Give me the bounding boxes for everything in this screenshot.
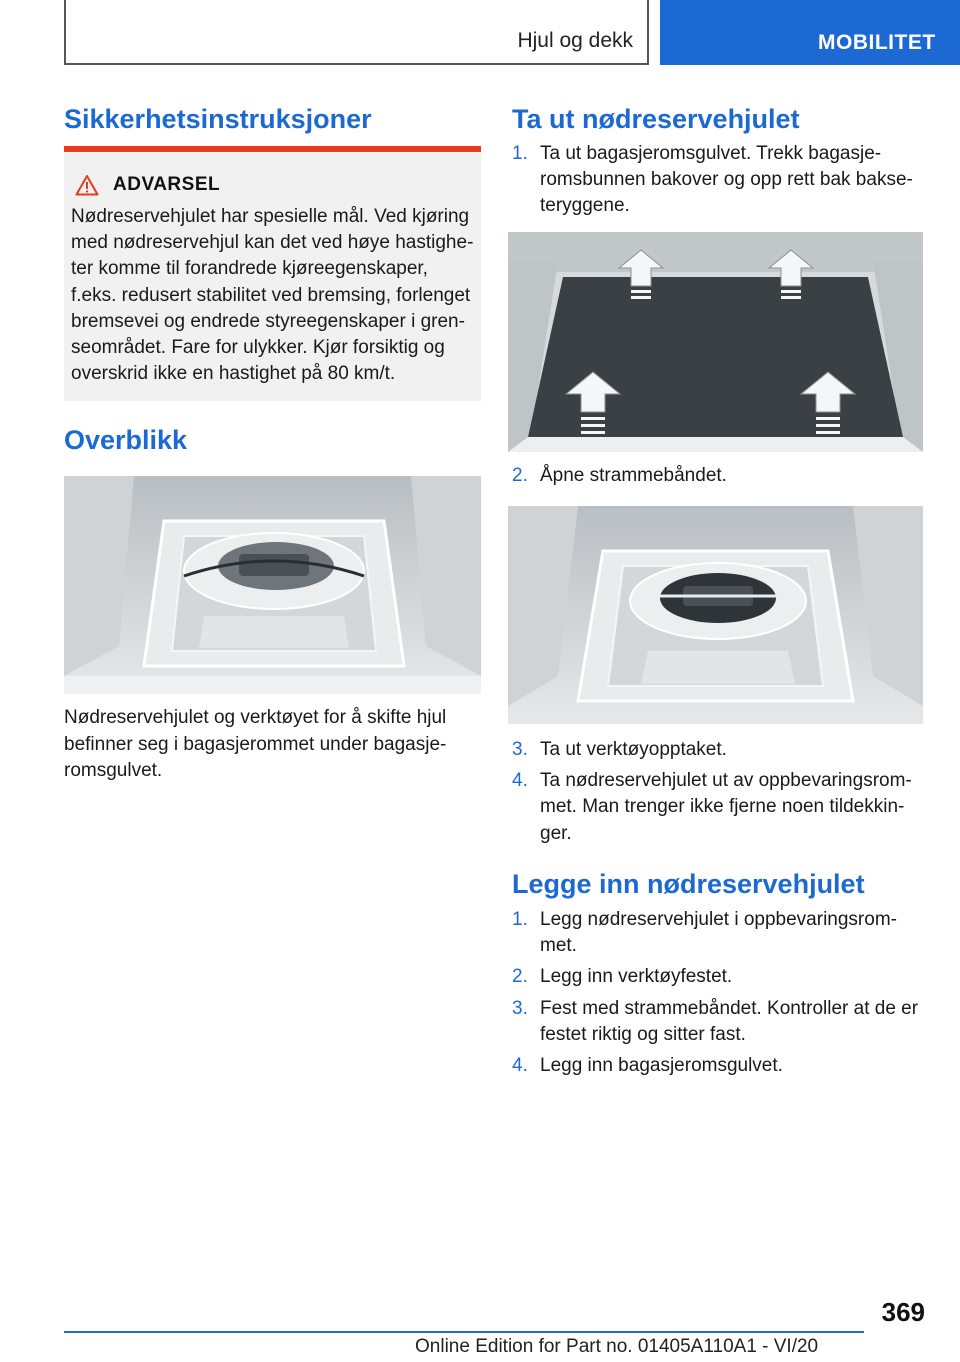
page-number: 369 [881, 1297, 925, 1327]
edition-line: Online Edition for Part no. 01405A110A1 - VI/20 [415, 1336, 819, 1357]
spare-wheel-strap-image [508, 506, 923, 724]
list-item: 3. Ta ut verktøyopptaket. [512, 739, 727, 760]
overview-text: Nødreservehjulet og verktøyet for å skifte hjul befinner seg i bagasjerommet under bagasjeromsgulvet. [64, 707, 447, 781]
spare-wheel-overview-image [64, 476, 481, 694]
list-item: 4. Ta nødreservehjulet ut av oppbevaringsrommet. Man trenger ikke fjerne noen tildekkinger. [512, 770, 912, 844]
chapter-tab[interactable] [660, 0, 960, 65]
chapter-title: MOBILITET [818, 31, 936, 54]
remove-steps-list-c [512, 737, 927, 852]
trunk-floor-arrows-image [508, 232, 923, 452]
insert-heading: Legge inn nødreservehjulet [512, 869, 865, 899]
remove-heading: Ta ut nødreservehjulet [512, 104, 800, 134]
list-item: 2. Åpne strammebåndet. [512, 465, 727, 486]
running-header [64, 0, 649, 65]
safety-heading: Sikkerhetsinstruksjoner [64, 104, 372, 134]
overview-heading: Overblikk [64, 425, 188, 455]
warning-triangle-icon [75, 174, 99, 196]
footer-divider [64, 1331, 864, 1333]
remove-steps-list-a [512, 141, 927, 225]
warning-header [71, 170, 475, 200]
list-item: 1. Ta ut bagasjeromsgulvet. Trekk bagasjeromsbunnen bakover og opp rett bak bakseteryggene. [512, 143, 913, 217]
list-item: 1. Legg nødreservehjulet i oppbevaringsrommet. [512, 909, 897, 957]
warning-title: ADVARSEL [113, 174, 221, 195]
section-title: Hjul og dekk [517, 29, 633, 52]
warning-box [64, 146, 481, 401]
list-item: 3. Fest med strammebåndet. Kontroller at de er festet riktig og sitter fast. [512, 997, 919, 1045]
list-item: 4. Legg inn bagasjeromsgulvet. [512, 1055, 783, 1077]
insert-steps-list [512, 907, 927, 1084]
remove-steps-list-b [512, 463, 927, 494]
warning-text: Nødreservehjulet har spesielle mål. Ved kjøring med nødreservehjul kan det ved høye hastigheter komme til forandrede kjøreegenskaper, f.eks. redusert stabilitet ved bremsing, forlenget bremsevei og endrede styreegenskaper i grenseområdet. Fare for ulykker. Kjør forsiktig og overskrid ikke en hastighet på 80 km/t. [71, 206, 474, 385]
list-item: 2. Legg inn verktøyfestet. [512, 966, 733, 988]
